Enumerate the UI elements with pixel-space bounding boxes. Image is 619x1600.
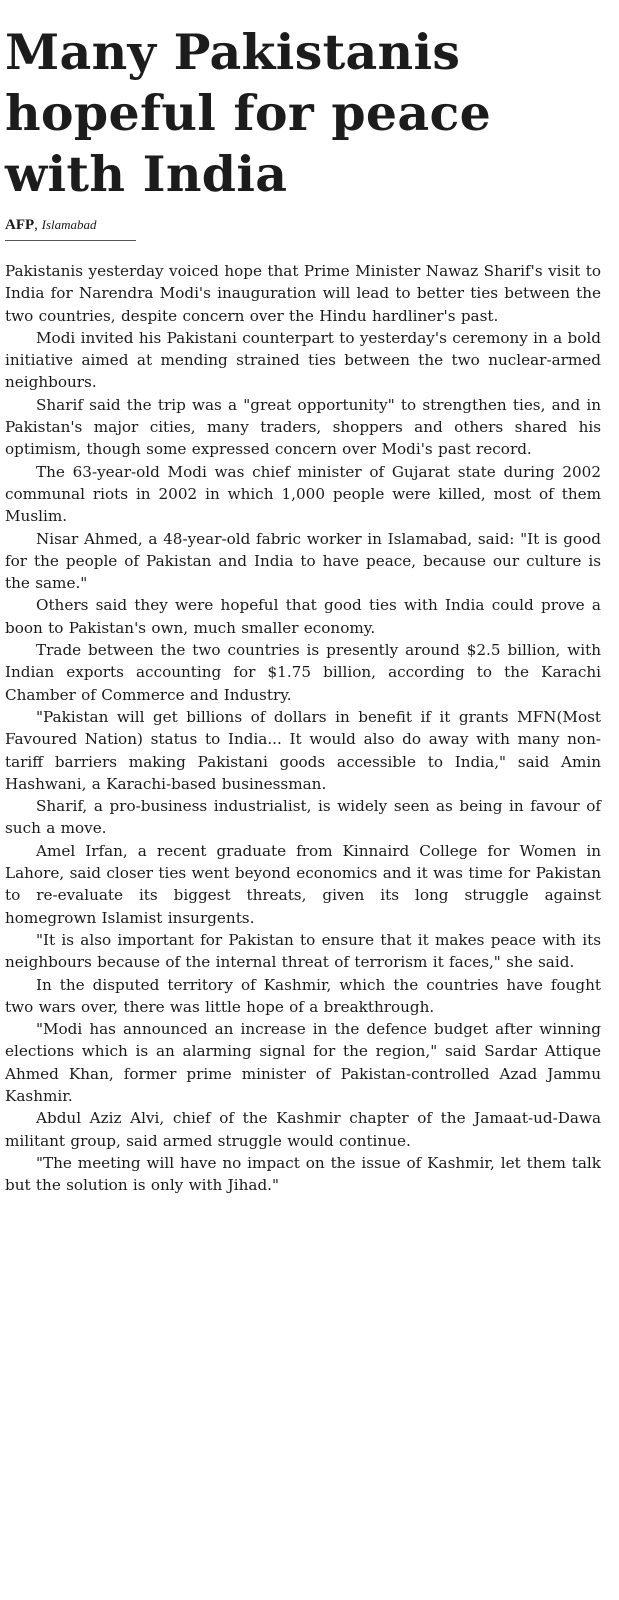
paragraph: Sharif said the trip was a "great opportunity" to strengthen ties, and in Pakistan's major cities, many traders, shoppers and others shared his optimism, though some expressed concern over Modi's past record. [5, 395, 601, 459]
paragraph: In the disputed territory of Kashmir, which the countries have fought two wars over, there was little hope of a breakthrough. [5, 975, 601, 1016]
paragraph: Amel Irfan, a recent graduate from Kinnaird College for Women in Lahore, said closer ties went beyond economics and it was time for Pakistan to re-evaluate its biggest threats, given its long struggle against homegrown Islamist insurgents. [5, 841, 601, 927]
paragraph: The 63-year-old Modi was chief minister of Gujarat state during 2002 communal riots in 2002 in which 1,000 people were killed, most of them Muslim. [5, 462, 601, 526]
paragraph: Nisar Ahmed, a 48-year-old fabric worker in Islamabad, said: "It is good for the people of Pakistan and India to have peace, because our culture is the same." [5, 529, 601, 593]
paragraph: "Pakistan will get billions of dollars in benefit if it grants MFN(Most Favoured Nation) status to India... It would also do away with many non-tariff barriers making Pakistani goods accessible to India," said Amin Hashwani, a Karachi-based businessman. [5, 707, 601, 793]
byline-separator: , [34, 217, 42, 233]
paragraph: Trade between the two countries is presently around $2.5 billion, with Indian exports accounting for $1.75 billion, according to the Karachi Chamber of Commerce and Industry. [5, 641, 601, 704]
paragraph: "Modi has announced an increase in the defence budget after winning elections which is an alarming signal for the region," said Sardar Attique Ahmed Khan, former prime minister of Pakistan-controlled Azad Jammu Kashmir. [5, 1020, 601, 1105]
article-body [5, 260, 601, 1196]
headline: Many Pakistanis hopeful for peace with India [5, 23, 492, 203]
paragraph: Abdul Aziz Alvi, chief of the Kashmir chapter of the Jamaat-ud-Dawa militant group, said armed struggle would continue. [5, 1109, 601, 1150]
news-article [5, 0, 601, 1196]
paragraph: Sharif, a pro-business industrialist, is widely seen as being in favour of such a move. [5, 797, 601, 838]
paragraph: "It is also important for Pakistan to ensure that it makes peace with its neighbours because of the internal threat of terrorism it faces," she said. [5, 930, 601, 972]
paragraph: Modi invited his Pakistani counterpart to yesterday's ceremony in a bold initiative aimed at mending strained ties between the two nuclear-armed neighbours. [5, 328, 601, 392]
paragraph: Others said they were hopeful that good ties with India could prove a boon to Pakistan's own, much smaller economy. [5, 596, 601, 637]
paragraph: "The meeting will have no impact on the issue of Kashmir, let them talk but the solution is only with Jihad." [5, 1153, 601, 1195]
byline [5, 216, 136, 241]
paragraph: Pakistanis yesterday voiced hope that Prime Minister Nawaz Sharif's visit to India for Narendra Modi's inauguration will lead to better ties between the two countries, despite concern over the Hindu hardliner's past. [5, 262, 601, 325]
byline-agency: AFP [5, 217, 35, 233]
byline-location: Islamabad [41, 217, 97, 232]
